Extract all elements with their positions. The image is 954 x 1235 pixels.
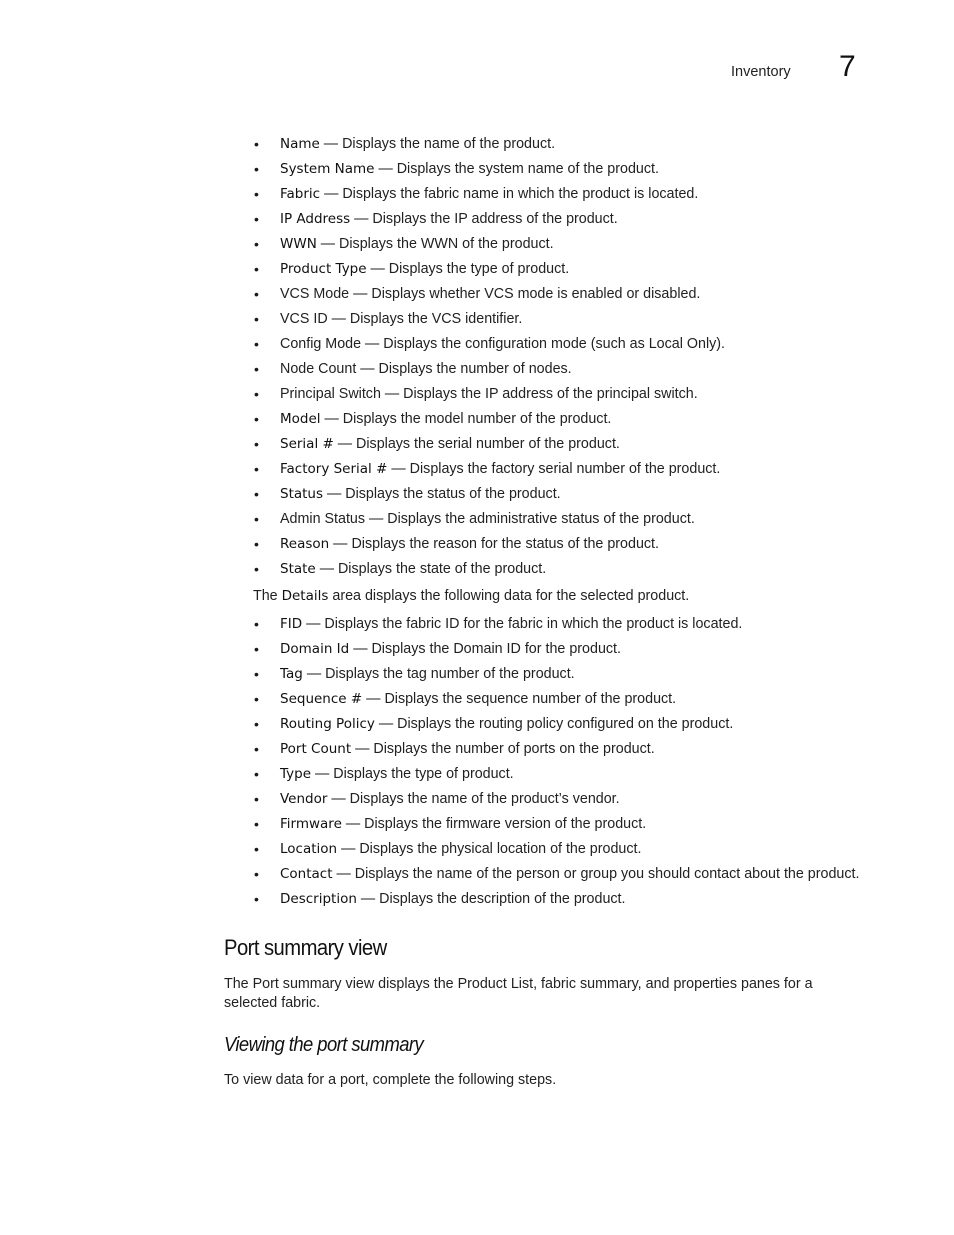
field-desc: Config Mode — Displays the configuration mode (such as Local Only). bbox=[280, 336, 726, 352]
section-heading: Port summary view bbox=[224, 935, 387, 960]
running-header-section: Inventory bbox=[731, 64, 791, 80]
field-desc: — Displays the reason for the status of the product. bbox=[329, 536, 659, 552]
field-term: Status bbox=[280, 486, 324, 502]
list-item bbox=[254, 311, 894, 336]
bullet-icon: • bbox=[254, 386, 259, 402]
field-desc: — Displays the type of product. bbox=[311, 766, 514, 782]
field-desc: — Displays the description of the product. bbox=[356, 891, 626, 907]
field-term: Factory Serial # bbox=[280, 461, 388, 477]
field-desc: — Displays the name of the product’s vendor. bbox=[327, 791, 620, 807]
list-item bbox=[254, 641, 894, 666]
list-item bbox=[254, 336, 894, 361]
field-desc: — Displays the status of the product. bbox=[323, 486, 561, 502]
list-item bbox=[254, 716, 894, 741]
list-item bbox=[254, 511, 894, 536]
field-desc: — Displays the factory serial number of the product. bbox=[387, 461, 721, 477]
list-item bbox=[254, 286, 894, 311]
bullet-icon: • bbox=[254, 286, 259, 302]
list-item bbox=[254, 841, 894, 866]
chapter-number: 7 bbox=[839, 50, 856, 83]
bullet-icon: • bbox=[254, 336, 259, 352]
bullet-icon: • bbox=[254, 236, 259, 252]
list-item bbox=[254, 891, 894, 916]
field-term: Serial # bbox=[280, 436, 334, 452]
section-paragraph: The Port summary view displays the Product List, fabric summary, and properties panes for a selected fabric. bbox=[224, 976, 813, 1011]
list-item bbox=[254, 666, 894, 691]
bullet-icon: • bbox=[254, 186, 259, 202]
list-item bbox=[254, 486, 894, 511]
bullet-icon: • bbox=[254, 741, 259, 757]
bullet-icon: • bbox=[254, 361, 259, 377]
field-term: System Name bbox=[280, 161, 375, 177]
field-desc: — Displays the sequence number of the product. bbox=[362, 691, 677, 707]
field-term: Type bbox=[280, 766, 312, 782]
bullet-icon: • bbox=[254, 461, 259, 477]
bullet-icon: • bbox=[254, 641, 259, 657]
field-desc: — Displays the IP address of the product. bbox=[350, 211, 618, 227]
list-item bbox=[254, 691, 894, 716]
details-intro bbox=[253, 588, 689, 605]
product-fields-list bbox=[254, 136, 894, 586]
bullet-icon: • bbox=[254, 411, 259, 427]
bullet-icon: • bbox=[254, 691, 259, 707]
list-item bbox=[254, 616, 894, 641]
bullet-icon: • bbox=[254, 161, 259, 177]
list-item bbox=[254, 136, 894, 161]
bullet-icon: • bbox=[254, 561, 259, 577]
details-intro-after: area displays the following data for the selected product. bbox=[328, 588, 690, 604]
list-item bbox=[254, 766, 894, 791]
field-term: Firmware bbox=[280, 816, 342, 832]
list-item bbox=[254, 211, 894, 236]
bullet-icon: • bbox=[254, 211, 259, 227]
list-item bbox=[254, 386, 894, 411]
list-item bbox=[254, 461, 894, 486]
field-term: Model bbox=[280, 411, 321, 427]
list-item bbox=[254, 561, 894, 586]
field-desc: — Displays the firmware version of the product. bbox=[341, 816, 647, 832]
list-item bbox=[254, 236, 894, 261]
bullet-icon: • bbox=[254, 716, 259, 732]
field-term: Domain Id bbox=[280, 641, 350, 657]
bullet-icon: • bbox=[254, 486, 259, 502]
field-desc: — Displays the number of ports on the product. bbox=[351, 741, 655, 757]
list-item bbox=[254, 436, 894, 461]
field-term: Name bbox=[280, 136, 320, 152]
field-desc: — Displays the routing policy configured on the product. bbox=[374, 716, 734, 732]
field-desc: — Displays the fabric ID for the fabric in which the product is located. bbox=[302, 616, 743, 632]
field-desc: — Displays the name of the product. bbox=[319, 136, 556, 152]
field-term: Port Count bbox=[280, 741, 352, 757]
field-term: IP Address bbox=[280, 211, 351, 227]
field-desc: — Displays the physical location of the product. bbox=[337, 841, 642, 857]
subsection-paragraph: To view data for a port, complete the following steps. bbox=[224, 1072, 557, 1088]
field-desc: Node Count — Displays the number of nodes. bbox=[280, 361, 572, 377]
list-item bbox=[254, 741, 894, 766]
field-term: Routing Policy bbox=[280, 716, 375, 732]
field-term: WWN bbox=[280, 236, 317, 252]
field-term: Tag bbox=[280, 666, 303, 682]
bullet-icon: • bbox=[254, 866, 259, 882]
list-item bbox=[254, 261, 894, 286]
list-item bbox=[254, 791, 894, 816]
bullet-icon: • bbox=[254, 616, 259, 632]
bullet-icon: • bbox=[254, 841, 259, 857]
list-item bbox=[254, 186, 894, 211]
field-desc: VCS Mode — Displays whether VCS mode is enabled or disabled. bbox=[280, 286, 701, 302]
bullet-icon: • bbox=[254, 891, 259, 907]
list-item bbox=[254, 816, 894, 841]
field-term: State bbox=[280, 561, 316, 577]
list-item bbox=[254, 411, 894, 436]
field-desc: — Displays the tag number of the product. bbox=[302, 666, 575, 682]
field-term: Contact bbox=[280, 866, 333, 882]
bullet-icon: • bbox=[254, 436, 259, 452]
bullet-icon: • bbox=[254, 136, 259, 152]
field-term: FID bbox=[280, 616, 303, 632]
field-desc: Principal Switch — Displays the IP address of the principal switch. bbox=[280, 386, 698, 402]
field-term: Reason bbox=[280, 536, 330, 552]
bullet-icon: • bbox=[254, 261, 259, 277]
bullet-icon: • bbox=[254, 511, 259, 527]
field-desc: — Displays the state of the product. bbox=[315, 561, 547, 577]
field-term: Location bbox=[280, 841, 338, 857]
bullet-icon: • bbox=[254, 666, 259, 682]
list-item bbox=[254, 866, 894, 891]
details-term: Details bbox=[281, 588, 329, 604]
field-term: Vendor bbox=[280, 791, 328, 807]
bullet-icon: • bbox=[254, 791, 259, 807]
field-desc: — Displays the fabric name in which the product is located. bbox=[320, 186, 699, 202]
field-desc: Admin Status — Displays the administrative status of the product. bbox=[280, 511, 695, 527]
list-item bbox=[254, 161, 894, 186]
bullet-icon: • bbox=[254, 816, 259, 832]
list-item bbox=[254, 536, 894, 561]
field-desc: — Displays the model number of the product. bbox=[320, 411, 612, 427]
field-term: Description bbox=[280, 891, 357, 907]
field-desc: — Displays the type of product. bbox=[366, 261, 570, 277]
field-term: Product Type bbox=[280, 261, 367, 277]
bullet-icon: • bbox=[254, 536, 259, 552]
field-term: Fabric bbox=[280, 186, 321, 202]
field-desc: — Displays the system name of the product. bbox=[374, 161, 659, 177]
field-desc: VCS ID — Displays the VCS identifier. bbox=[280, 311, 523, 327]
field-term: Sequence # bbox=[280, 691, 363, 707]
field-desc: — Displays the WWN of the product. bbox=[316, 236, 554, 252]
details-fields-list bbox=[254, 616, 894, 916]
bullet-icon: • bbox=[254, 311, 259, 327]
field-desc: — Displays the serial number of the product. bbox=[333, 436, 620, 452]
details-intro-before: The bbox=[253, 588, 282, 604]
subsection-heading: Viewing the port summary bbox=[224, 1034, 424, 1056]
field-desc: — Displays the name of the person or group you should contact about the product. bbox=[332, 866, 860, 882]
bullet-icon: • bbox=[254, 766, 259, 782]
list-item bbox=[254, 361, 894, 386]
field-desc: — Displays the Domain ID for the product. bbox=[349, 641, 621, 657]
